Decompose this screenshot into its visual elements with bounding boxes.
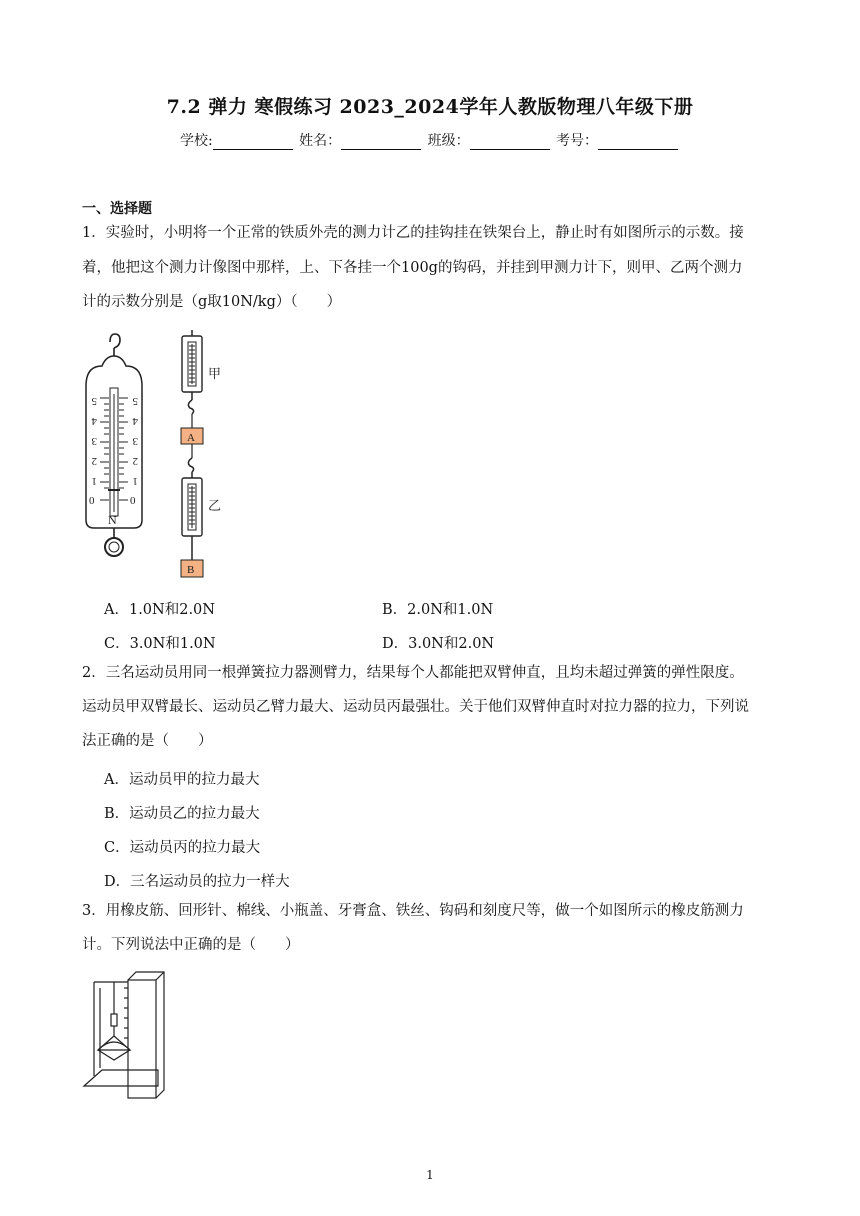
page-number: 1: [426, 1168, 434, 1182]
q2-option-a[interactable]: A．运动员甲的拉力最大: [104, 772, 260, 788]
q2-option-d[interactable]: D．三名运动员的拉力一样大: [104, 874, 290, 890]
scale-number-right: 5: [132, 395, 138, 407]
label-jia: 甲: [208, 366, 222, 381]
q1-option-c[interactable]: C．3.0N和1.0N: [104, 636, 216, 652]
spring-scale-yi-small: [182, 444, 221, 560]
unit-label: N: [108, 513, 117, 527]
spring-scale-figure: [80, 328, 240, 588]
scale-number-right: 4: [132, 415, 138, 427]
q3-line-2: 计。下列说法中正确的是（ ）: [82, 937, 300, 953]
q1-line-1: 1．实验时，小明将一个正常的铁质外壳的测力计乙的挂钩挂在铁架台上，静止时有如图所示的示数。接: [82, 225, 744, 241]
q1-option-a[interactable]: A．1.0N和2.0N: [104, 602, 215, 618]
label-yi: 乙: [208, 498, 222, 513]
exam-number-label: 考号：: [556, 133, 599, 149]
name-label: 姓名：: [299, 133, 342, 149]
scale-number-right: 0: [130, 495, 136, 507]
scale-number-left: 2: [91, 455, 97, 467]
school-label: 学校:: [179, 133, 213, 149]
rubber-band-meter-figure: [80, 968, 170, 1110]
scale-number-right: 3: [132, 435, 138, 447]
scale-number-left: 3: [91, 435, 97, 447]
q2-line-3: 法正确的是（ ）: [82, 733, 213, 749]
spring-scale-yi-inverted: [86, 334, 142, 556]
q1-line-2: 着，他把这个测力计像图中那样，上、下各挂一个100g的钩码，并挂到甲测力计下，则甲、乙两个测力: [82, 260, 743, 276]
q2-line-1: 2．三名运动员用同一根弹簧拉力器测臂力，结果每个人都能把双臂伸直，且均未超过弹簧的弹性限度。: [82, 665, 744, 681]
class-label: 班级：: [427, 133, 470, 149]
scale-number-left: 1: [91, 475, 97, 487]
q1-option-d[interactable]: D．3.0N和2.0N: [382, 636, 495, 652]
q2-option-c[interactable]: C．运动员丙的拉力最大: [104, 840, 261, 856]
page-title: 7.2 弹力 寒假练习 2023_2024学年人教版物理八年级下册: [166, 96, 694, 118]
q2-option-b[interactable]: B．运动员乙的拉力最大: [104, 806, 260, 822]
name-blank[interactable]: [341, 135, 421, 150]
q1-option-b[interactable]: B．2.0N和1.0N: [382, 602, 494, 618]
scale-number-left: 0: [89, 495, 95, 507]
class-blank[interactable]: [470, 135, 550, 150]
scale-number-right: 1: [132, 475, 138, 487]
exam-number-blank[interactable]: [598, 135, 678, 150]
block-a-label: A: [187, 432, 195, 444]
student-info-line: [0, 130, 860, 150]
scale-number-left: 5: [91, 395, 97, 407]
school-blank[interactable]: [213, 135, 293, 150]
q1-line-3: 计的示数分别是（g取10N/kg）（ ）: [82, 294, 342, 310]
q3-line-1: 3．用橡皮筋、回形针、棉线、小瓶盖、牙膏盒、铁丝、钩码和刻度尺等，做一个如图所示的橡皮筋测力: [82, 903, 744, 919]
scale-number-right: 2: [132, 455, 138, 467]
scale-number-left: 4: [91, 415, 97, 427]
block-b-label: B: [187, 564, 195, 576]
section-heading: 一、选择题: [82, 201, 152, 217]
q2-line-2: 运动员甲双臂最长、运动员乙臂力最大、运动员丙最强壮。关于他们双臂伸直时对拉力器的拉力，下列说: [82, 699, 749, 715]
spring-scale-jia: [182, 330, 221, 428]
